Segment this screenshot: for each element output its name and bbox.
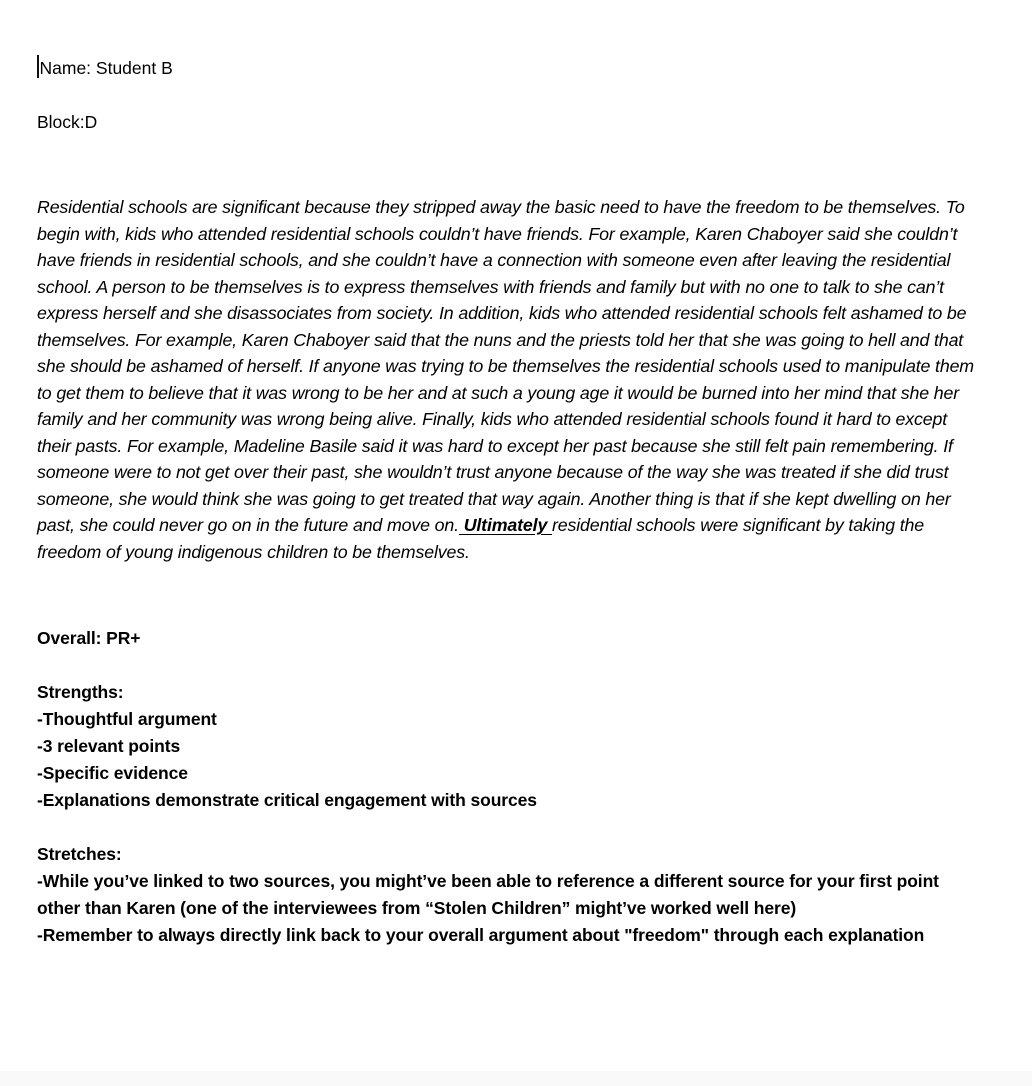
name-line[interactable] [37, 0, 1032, 80]
essay-text-after[interactable]: residential schools were significant by taking the freedom of young indigenous children to be themselves. [37, 515, 925, 562]
block-text[interactable]: Block:D [37, 112, 98, 132]
essay-ultimately-underlined[interactable]: Ultimately [458, 515, 552, 535]
essay-text-before[interactable]: Residential schools are significant because they stripped away the basic need to have the freedom to be themselves. To begin with, kids who attended residential schools couldn’t have friends. For example, Karen Chaboyer said she couldn’t have friends in residential schools, and she couldn’t have a connection with someone even after leaving the residential school. A person to be themselves is to express themselves with friends and family but with no one to talk to she can’t express herself and she disassociates from society. In addition, kids who attended residential schools felt ashamed to be themselves. For example, Karen Chaboyer said that the nuns and the priests told her that she was going to hell and that she should be ashamed of herself. If anyone was trying to be themselves the residential schools used to manipulate them to get them to believe that it was wrong to be her and at such a young age it would be burned into her mind that she her family and her community was wrong being alive. Finally, kids who attended residential schools found it hard to except their pasts. For example, Madeline Basile said it was hard to except her past because she still felt pain remembering. If someone were to not get over their past, she wouldn’t trust anyone because of the way she was treated if she did trust someone, she would think she was going to get treated that way again. Another thing is that if she kept dwelling on her past, she could never go on in the future and move on. [37, 197, 974, 535]
essay-paragraph[interactable] [37, 194, 974, 565]
strength-item[interactable]: -3 relevant points [37, 736, 181, 756]
stretch-item[interactable]: -While you’ve linked to two sources, you might’ve been able to reference a different source for your first point other than Karen (one of the interviewees from “Stolen Children” might’ve worked well here) [37, 871, 939, 918]
name-text[interactable]: Name: Student B [39, 58, 173, 78]
text-cursor [37, 55, 39, 78]
strength-item[interactable]: -Specific evidence [37, 763, 188, 783]
overall-grade[interactable]: Overall: PR+ [37, 628, 141, 648]
block-line[interactable] [37, 110, 1032, 134]
teacher-feedback[interactable] [37, 625, 974, 949]
strength-item[interactable]: -Explanations demonstrate critical engagement with sources [37, 790, 537, 810]
strengths-heading[interactable]: Strengths: [37, 682, 124, 702]
strength-item[interactable]: -Thoughtful argument [37, 709, 217, 729]
stretch-item[interactable]: -Remember to always directly link back to your overall argument about "freedom" through each explanation [37, 925, 925, 945]
stretches-heading[interactable]: Stretches: [37, 844, 122, 864]
page-bottom-edge [0, 1071, 1032, 1086]
